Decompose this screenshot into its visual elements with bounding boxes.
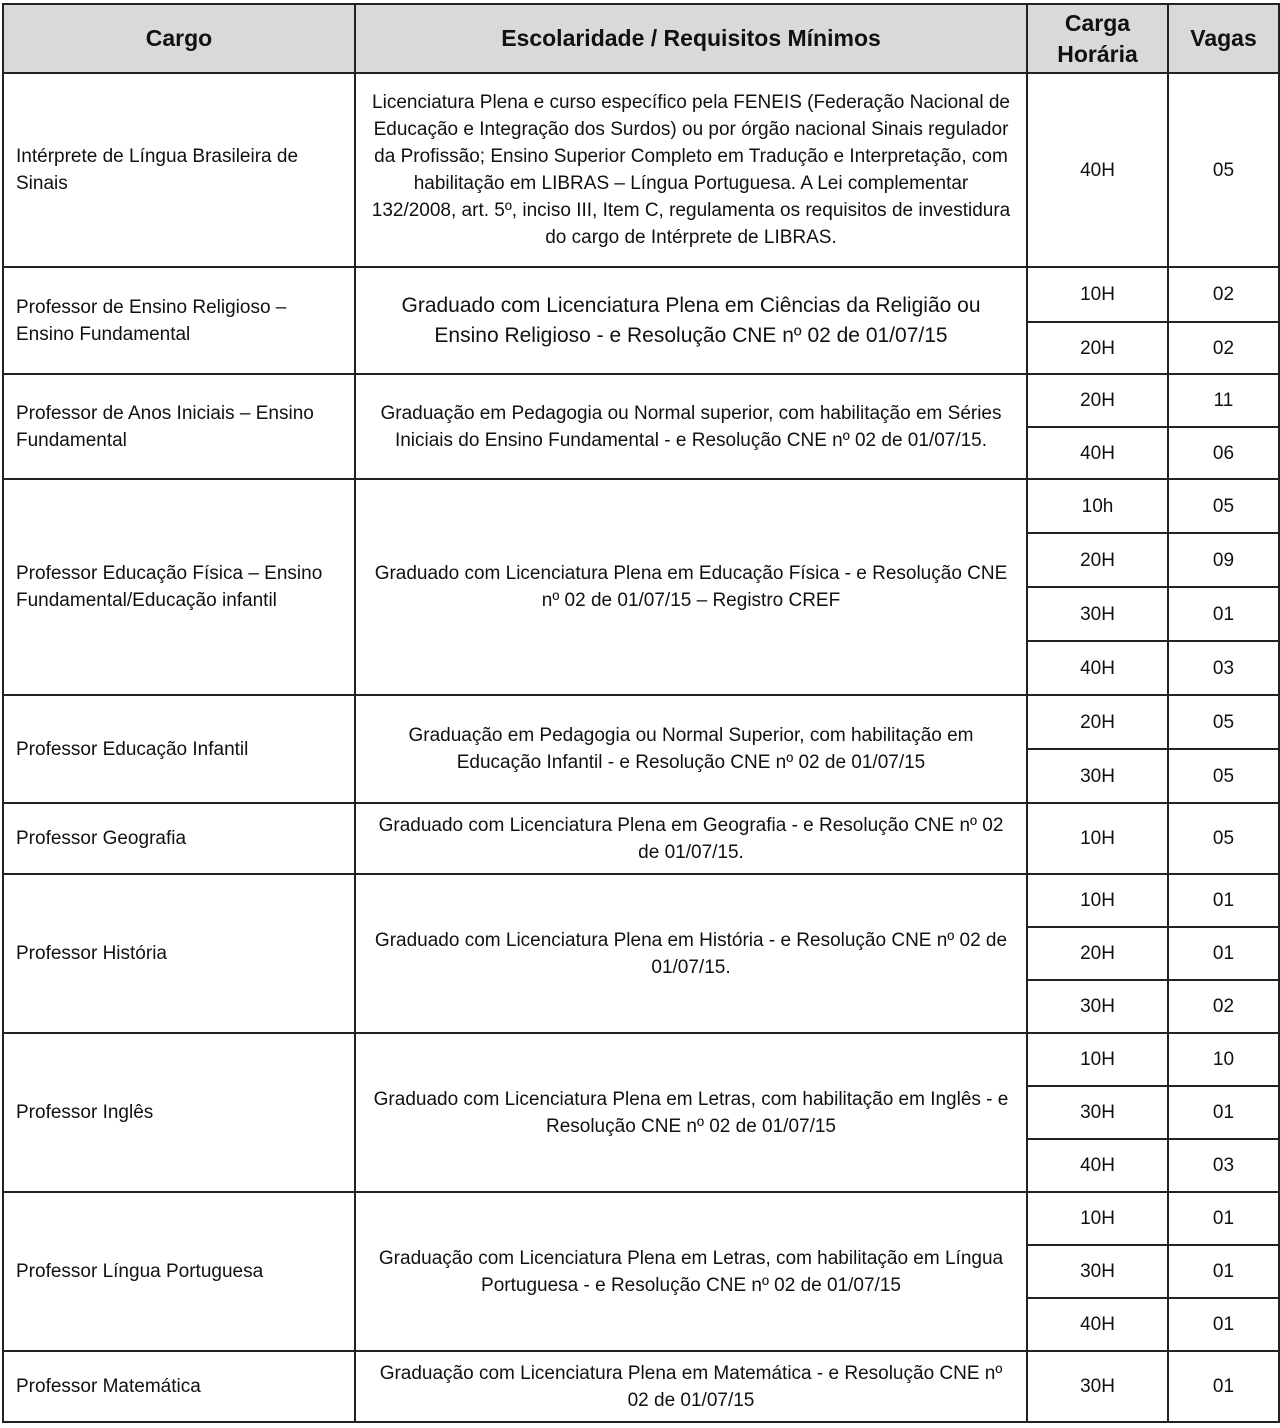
header-carga-line1: Carga: [1064, 9, 1131, 36]
vagas-cell: 01: [1168, 874, 1279, 927]
carga-horaria-cell: 20H: [1027, 374, 1168, 427]
vagas-cell: 02: [1168, 267, 1279, 322]
carga-horaria-cell: 40H: [1027, 73, 1168, 267]
carga-horaria-cell: 30H: [1027, 1351, 1168, 1422]
carga-horaria-cell: 10h: [1027, 479, 1168, 533]
table-row: [3, 1192, 1279, 1245]
carga-horaria-cell: 30H: [1027, 980, 1168, 1033]
carga-horaria-cell: 10H: [1027, 267, 1168, 322]
cargo-cell: Intérprete de Língua Brasileira de Sinais: [3, 73, 355, 267]
vagas-cell: 05: [1168, 73, 1279, 267]
table-row: [3, 1351, 1279, 1422]
vagas-cell: 05: [1168, 479, 1279, 533]
cargo-cell: Professor Inglês: [3, 1033, 355, 1192]
carga-horaria-cell: 30H: [1027, 1245, 1168, 1298]
table-row: [3, 803, 1279, 874]
vacancies-table: [2, 3, 1280, 1423]
requisitos-cell: Graduação em Pedagogia ou Normal Superior, com habilitação em Educação Infantil - e Resolução CNE nº 02 de 01/07/15: [355, 695, 1027, 803]
cargo-cell: Professor Geografia: [3, 803, 355, 874]
cargo-cell: Professor de Anos Iniciais – Ensino Fundamental: [3, 374, 355, 479]
header-carga-line2: Horária: [1057, 40, 1138, 67]
table-header: [3, 4, 1279, 73]
carga-horaria-cell: 20H: [1027, 533, 1168, 587]
requisitos-cell: Graduação com Licenciatura Plena em Matemática - e Resolução CNE nº 02 de 01/07/15: [355, 1351, 1027, 1422]
cargo-cell: Professor Educação Física – Ensino Fundamental/Educação infantil: [3, 479, 355, 695]
vagas-cell: 03: [1168, 1139, 1279, 1192]
table-row: [3, 1033, 1279, 1086]
carga-horaria-cell: 40H: [1027, 641, 1168, 695]
cargo-cell: Professor Matemática: [3, 1351, 355, 1422]
vagas-cell: 11: [1168, 374, 1279, 427]
carga-horaria-cell: 10H: [1027, 1033, 1168, 1086]
requisitos-cell: Graduação em Pedagogia ou Normal superior, com habilitação em Séries Iniciais do Ensino Fundamental - e Resolução CNE nº 02 de 01/07/15.: [355, 374, 1027, 479]
vagas-cell: 05: [1168, 803, 1279, 874]
cargo-cell: Professor Língua Portuguesa: [3, 1192, 355, 1351]
vagas-cell: 01: [1168, 1192, 1279, 1245]
requisitos-cell: Graduado com Licenciatura Plena em História - e Resolução CNE nº 02 de 01/07/15.: [355, 874, 1027, 1033]
carga-horaria-cell: 20H: [1027, 927, 1168, 980]
carga-horaria-cell: 10H: [1027, 803, 1168, 874]
carga-horaria-cell: 40H: [1027, 1139, 1168, 1192]
carga-horaria-cell: 10H: [1027, 1192, 1168, 1245]
table-row: [3, 479, 1279, 533]
vagas-cell: 01: [1168, 1245, 1279, 1298]
vagas-cell: 01: [1168, 1351, 1279, 1422]
cargo-cell: Professor Educação Infantil: [3, 695, 355, 803]
vagas-cell: 01: [1168, 587, 1279, 641]
vagas-cell: 02: [1168, 322, 1279, 374]
vagas-cell: 10: [1168, 1033, 1279, 1086]
header-vagas: Vagas: [1168, 4, 1279, 73]
vagas-cell: 02: [1168, 980, 1279, 1033]
table-row: [3, 374, 1279, 427]
cargo-cell: Professor História: [3, 874, 355, 1033]
vagas-cell: 03: [1168, 641, 1279, 695]
table-row: [3, 73, 1279, 267]
carga-horaria-cell: 10H: [1027, 874, 1168, 927]
header-carga-horaria: [1027, 4, 1168, 73]
carga-horaria-cell: 40H: [1027, 1298, 1168, 1351]
table-body: [3, 73, 1279, 1422]
requisitos-cell: Graduação com Licenciatura Plena em Letras, com habilitação em Língua Portuguesa - e Resolução CNE nº 02 de 01/07/15: [355, 1192, 1027, 1351]
requisitos-cell: Graduado com Licenciatura Plena em Geografia - e Resolução CNE nº 02 de 01/07/15.: [355, 803, 1027, 874]
requisitos-cell: Graduado com Licenciatura Plena em Letras, com habilitação em Inglês - e Resolução CNE nº 02 de 01/07/15: [355, 1033, 1027, 1192]
cargo-cell: Professor de Ensino Religioso – Ensino Fundamental: [3, 267, 355, 374]
requisitos-cell: Graduado com Licenciatura Plena em Ciências da Religião ou Ensino Religioso - e Resolução CNE nº 02 de 01/07/15: [355, 267, 1027, 374]
carga-horaria-cell: 30H: [1027, 587, 1168, 641]
header-requisitos: Escolaridade / Requisitos Mínimos: [355, 4, 1027, 73]
carga-horaria-cell: 30H: [1027, 749, 1168, 803]
vagas-cell: 01: [1168, 1298, 1279, 1351]
carga-horaria-cell: 40H: [1027, 427, 1168, 479]
carga-horaria-cell: 20H: [1027, 322, 1168, 374]
vagas-cell: 06: [1168, 427, 1279, 479]
vagas-cell: 05: [1168, 695, 1279, 749]
vagas-cell: 05: [1168, 749, 1279, 803]
vagas-cell: 01: [1168, 927, 1279, 980]
carga-horaria-cell: 30H: [1027, 1086, 1168, 1139]
table-row: [3, 267, 1279, 322]
table-row: [3, 874, 1279, 927]
header-row: [3, 4, 1279, 73]
carga-horaria-cell: 20H: [1027, 695, 1168, 749]
requisitos-cell: Licenciatura Plena e curso específico pela FENEIS (Federação Nacional de Educação e Integração dos Surdos) ou por órgão nacional Sinais regulador da Profissão; Ensino Superior Completo em Tradução e Interpretação, com habilitação em LIBRAS – Língua Portuguesa. A Lei complementar 132/2008, art. 5º, inciso III, Item C, regulamenta os requisitos de investidura do cargo de Intérprete de LIBRAS.: [355, 73, 1027, 267]
table-row: [3, 695, 1279, 749]
header-cargo: Cargo: [3, 4, 355, 73]
requisitos-cell: Graduado com Licenciatura Plena em Educação Física - e Resolução CNE nº 02 de 01/07/15 – Registro CREF: [355, 479, 1027, 695]
vagas-cell: 01: [1168, 1086, 1279, 1139]
vagas-cell: 09: [1168, 533, 1279, 587]
